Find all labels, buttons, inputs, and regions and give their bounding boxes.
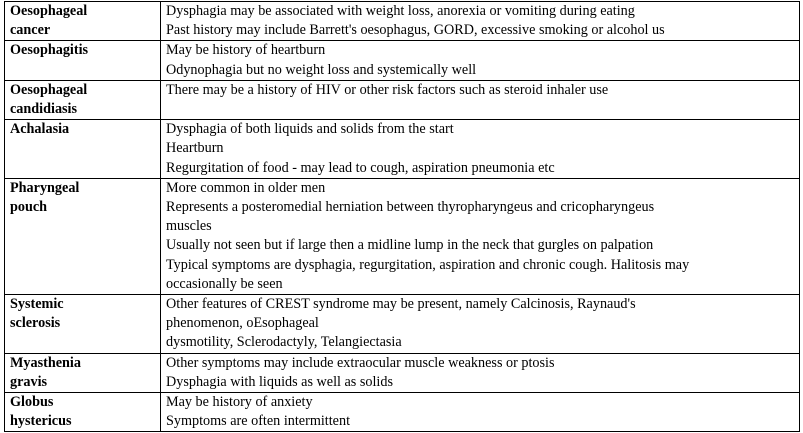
table-row	[5, 393, 800, 432]
detail-line: muscles	[166, 218, 212, 235]
detail-line: Usually not seen but if large then a midline lump in the neck that gurgles on palpation	[166, 237, 654, 254]
detail-line: Dysphagia with liquids as well as solids	[166, 373, 393, 390]
detail-line: Odynophagia but no weight loss and systemically well	[166, 61, 477, 78]
detail-line: Other features of CREST syndrome may be present, namely Calcinosis, Raynaud's	[166, 296, 636, 313]
condition-name: cancer	[10, 22, 51, 39]
details-cell	[161, 120, 800, 179]
detail-line: Heartburn	[166, 140, 224, 157]
detail-line: Typical symptoms are dysphagia, regurgitation, aspiration and chronic cough. Halitosis may	[166, 256, 690, 273]
detail-line: phenomenon, oEsophageal	[166, 315, 319, 332]
condition-name: Pharyngeal	[10, 179, 80, 196]
details-cell	[161, 295, 800, 354]
table-row	[5, 2, 800, 41]
table-row	[5, 80, 800, 119]
detail-line: Dysphagia of both liquids and solids from the start	[166, 121, 454, 138]
condition-cell	[5, 41, 161, 80]
table-row	[5, 295, 800, 354]
condition-name: Myasthenia	[10, 354, 81, 371]
condition-name: Globus	[10, 394, 54, 411]
condition-name: candidiasis	[10, 101, 78, 118]
differential-diagnosis-table	[4, 1, 800, 432]
condition-name: Oesophagitis	[10, 42, 89, 59]
condition-cell	[5, 295, 161, 354]
detail-line: occasionally be seen	[166, 275, 283, 292]
condition-cell	[5, 120, 161, 179]
detail-line: More common in older men	[166, 179, 326, 196]
details-cell	[161, 178, 800, 294]
table-row	[5, 178, 800, 294]
condition-name: hystericus	[10, 413, 72, 430]
details-cell	[161, 80, 800, 119]
condition-name: Systemic	[10, 296, 64, 313]
detail-line: May be history of anxiety	[166, 394, 313, 411]
condition-cell	[5, 178, 161, 294]
condition-name: gravis	[10, 373, 48, 390]
detail-line: Dysphagia may be associated with weight loss, anorexia or vomiting during eating	[166, 3, 635, 19]
details-cell	[161, 41, 800, 80]
table-row	[5, 41, 800, 80]
details-cell	[161, 393, 800, 432]
detail-line: Other symptoms may include extraocular muscle weakness or ptosis	[166, 354, 555, 371]
condition-name: Achalasia	[10, 121, 70, 138]
condition-cell	[5, 2, 161, 41]
condition-cell	[5, 393, 161, 432]
condition-cell	[5, 353, 161, 392]
details-cell	[161, 2, 800, 41]
condition-name: Oesophageal	[10, 81, 88, 98]
detail-line: Past history may include Barrett's oesophagus, GORD, excessive smoking or alcohol us	[166, 22, 665, 39]
detail-line: Regurgitation of food - may lead to cough, aspiration pneumonia etc	[166, 159, 555, 176]
condition-cell	[5, 80, 161, 119]
table-row	[5, 120, 800, 179]
table-row	[5, 353, 800, 392]
condition-name: Oesophageal	[10, 3, 88, 19]
detail-line: May be history of heartburn	[166, 42, 326, 59]
detail-line: Symptoms are often intermittent	[166, 413, 351, 430]
condition-name: pouch	[10, 199, 48, 216]
detail-line: There may be a history of HIV or other risk factors such as steroid inhaler use	[166, 81, 609, 98]
detail-line: dysmotility, Sclerodactyly, Telangiectasia	[166, 334, 402, 351]
condition-name: sclerosis	[10, 315, 61, 332]
detail-line: Represents a posteromedial herniation between thyropharyngeus and cricopharyngeus	[166, 199, 655, 216]
details-cell	[161, 353, 800, 392]
